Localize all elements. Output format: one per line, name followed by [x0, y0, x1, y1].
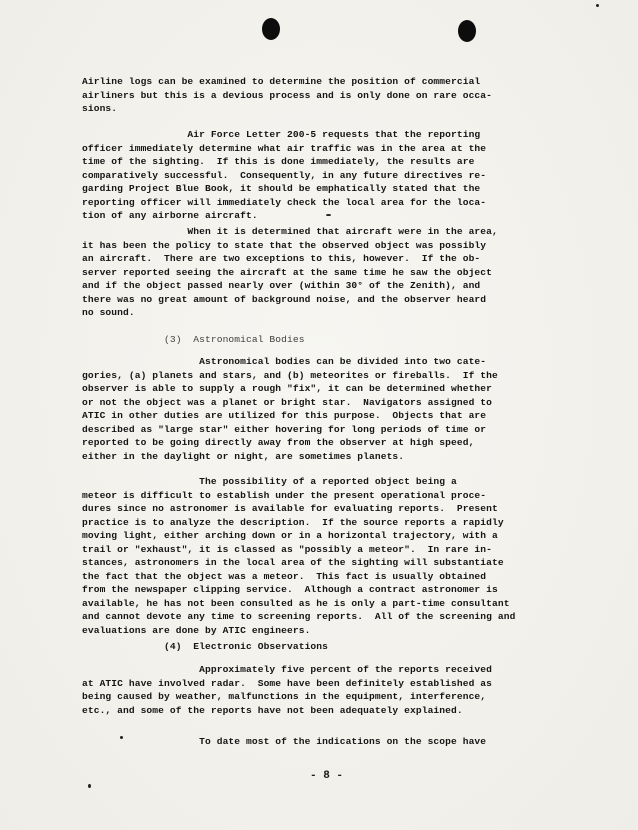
text-line: stances, astronomers in the local area of the sighting will substantiate — [82, 557, 504, 568]
text-line: garding Project Blue Book, it should be emphatically stated that the — [82, 183, 481, 194]
text-line: or not the object was a planet or bright star. Navigators assigned to — [82, 396, 493, 408]
text-line: moving light, either arching down or in a horizontal trajectory, with a — [82, 530, 498, 541]
text-line: Airline logs can be examined to determine the position of commercial — [82, 76, 481, 87]
text-line: and if the object passed nearly over (within 30° of the Zenith), and — [82, 280, 481, 291]
text-line: either in the daylight or night, are sometimes planets. — [82, 450, 405, 462]
text-line: server reported seeing the aircraft at the same time he saw the object — [82, 266, 493, 278]
text-line: officer immediately determine what air traffic was in the area at the — [82, 142, 487, 154]
scan-speck — [326, 214, 331, 216]
text-line: time of the sighting. If this is done immediately, the results are — [82, 156, 475, 167]
text-line: Astronomical bodies can be divided into two cate- — [82, 356, 487, 367]
text-line: When it is determined that aircraft were in the area, — [82, 226, 498, 237]
text-line: Approximately five percent of the reports received — [82, 664, 493, 675]
text-line: dures since no astronomer is available for evaluating reports. Present — [82, 503, 498, 514]
text-line: and cannot devote any time to screening reports. All of the screening and — [82, 611, 516, 622]
text-line: from the newspaper clipping service. Although a contract astronomer is — [82, 584, 498, 595]
text-line: meteor is difficult to establish under the present operational proce- — [82, 489, 487, 501]
text-line: airliners but this is a devious process and is only done on rare occa- — [82, 89, 493, 101]
text-line: it has been the policy to state that the observed object was possibly — [82, 239, 487, 251]
scan-speck — [88, 784, 91, 788]
text-line: (3) Astronomical Bodies — [82, 334, 305, 345]
text-line: To date most of the indications on the scope have — [82, 736, 487, 747]
text-line: (4) Electronic Observations — [82, 641, 329, 652]
text-line: described as "large star" either hovering for long periods of time or — [82, 423, 487, 435]
text-line: Air Force Letter 200-5 requests that the reporting — [82, 129, 481, 140]
text-line: at ATIC have involved radar. Some have been definitely established as — [82, 677, 493, 689]
text-line: comparatively successful. Consequently, in any future directives re- — [82, 169, 487, 181]
text-line: etc., and some of the reports have not been adequately explained. — [82, 704, 463, 716]
text-line: reporting officer will immediately check the local area for the loca- — [82, 196, 487, 208]
text-line: being caused by weather, malfunctions in the equipment, interference, — [82, 691, 487, 702]
text-line: an aircraft. There are two exceptions to this, however. If the ob- — [82, 253, 481, 264]
punch-hole-right — [458, 20, 476, 42]
text-line: the fact that the object was a meteor. This fact is usually obtained — [82, 570, 487, 582]
page-number: - 8 - — [310, 770, 344, 782]
text-line: reported to be going directly away from the observer at high speed, — [82, 437, 475, 448]
text-line: tion of any airborne aircraft. — [82, 210, 258, 221]
text-line: ATIC in other duties are utilized for this purpose. Objects that are — [82, 410, 487, 421]
text-line: sions. — [82, 103, 118, 114]
text-line: no sound. — [82, 307, 135, 318]
text-line: practice is to analyze the description. If the source reports a rapidly — [82, 516, 504, 528]
text-line: there was no great amount of background noise, and the observer heard — [82, 293, 487, 305]
scan-speck — [596, 4, 599, 7]
punch-hole-left — [262, 18, 280, 40]
text-line: gories, (a) planets and stars, and (b) meteorites or fireballs. If the — [82, 369, 498, 381]
text-line: evaluations are done by ATIC engineers. — [82, 624, 311, 636]
text-line: available, he has not been consulted as he is only a part-time consultant — [82, 597, 510, 609]
text-line: observer is able to supply a rough "fix", it can be determined whether — [82, 383, 493, 394]
text-line: The possibility of a reported object being a — [82, 476, 457, 487]
text-line: trail or "exhaust", it is classed as "possibly a meteor". In rare in- — [82, 543, 493, 555]
